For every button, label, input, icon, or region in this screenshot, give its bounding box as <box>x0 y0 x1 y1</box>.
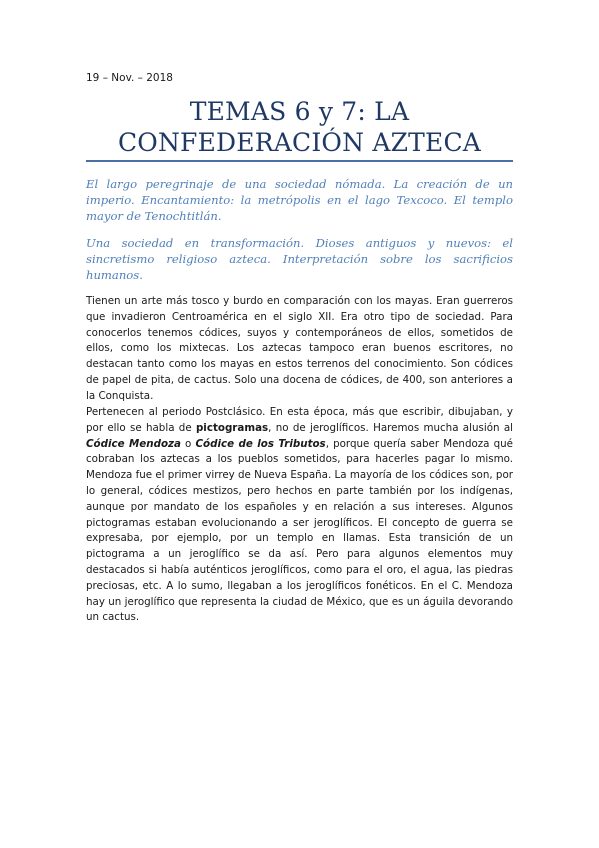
paragraph-2-text-1: Pertenecen al periodo Postclásico. En esta época, más que escribir, dibujaban, y por ello se habla de <box>86 406 513 434</box>
document-date: 19 – Nov. – 2018 <box>86 72 173 84</box>
term-pictogramas: pictogramas <box>195 421 269 434</box>
paragraph-2-text-2: , no de jeroglíficos. Haremos mucha alusión al <box>268 421 513 434</box>
title-line-2: CONFEDERACIÓN AZTECA <box>117 128 482 157</box>
paragraph-2 <box>86 405 513 626</box>
term-codice-mendoza: Códice Mendoza <box>86 437 181 450</box>
paragraph-1: Tienen un arte más tosco y burdo en comparación con los mayas. Eran guerreros que invadieron Centroamérica en el siglo XII. Era otro tipo de sociedad. Para conocerlos tenemos códices, suyos y contemporáneos de ellos, sometidos de ellos, como los mixtecas. Los aztecas tampoco eran buenos escritores, no destacan tanto como los mayas en estos terrenos del conocimiento. Son códices de papel de pita, de cactus. Solo una docena de códices, de 400, son anteriores a la Conquista. <box>86 295 513 402</box>
term-codice-tributos: Códice de los Tributos <box>195 437 326 450</box>
title-line-1: TEMAS 6 y 7: LA <box>189 97 410 126</box>
paragraph-2-text-3: o <box>180 437 196 450</box>
subtitle-2: Una sociedad en transformación. Dioses antiguos y nuevos: el sincretismo religioso azteca. Interpretación sobre los sacrificios humanos. <box>86 236 513 282</box>
subtitle-1: El largo peregrinaje de una sociedad nómada. La creación de un imperio. Encantamiento: la metrópolis en el lago Texcoco. El templo mayor de Tenochtitlán. <box>86 177 513 223</box>
paragraph-2-text-4: , porque quería saber Mendoza qué cobraban los aztecas a los pueblos sometidos, para hacerles pagar lo mismo. Mendoza fue el primer virrey de Nueva España. La mayoría de los códices son, por lo general, códices mestizos, pero hechos en parte también por los indígenas, aunque por mandato de los españoles y en relación a sus intereses. Algunos pictogramas estaban evolucionando a ser jeroglíficos. El concepto de guerra se expresaba, por ejemplo, por un templo en llamas. Esta transición de un pictograma a un jeroglífico se da así. Pero para algunos elementos muy destacados si había auténticos jeroglíficos, como para el oro, el agua, las piedras preciosas, etc. A lo sumo, llegaban a los jeroglíficos fonéticos. En el C. Mendoza hay un jeroglífico que representa la ciudad de México, que es un águila devorando un cactus. <box>86 437 513 624</box>
title-underline <box>86 160 513 162</box>
document-title <box>86 96 513 158</box>
